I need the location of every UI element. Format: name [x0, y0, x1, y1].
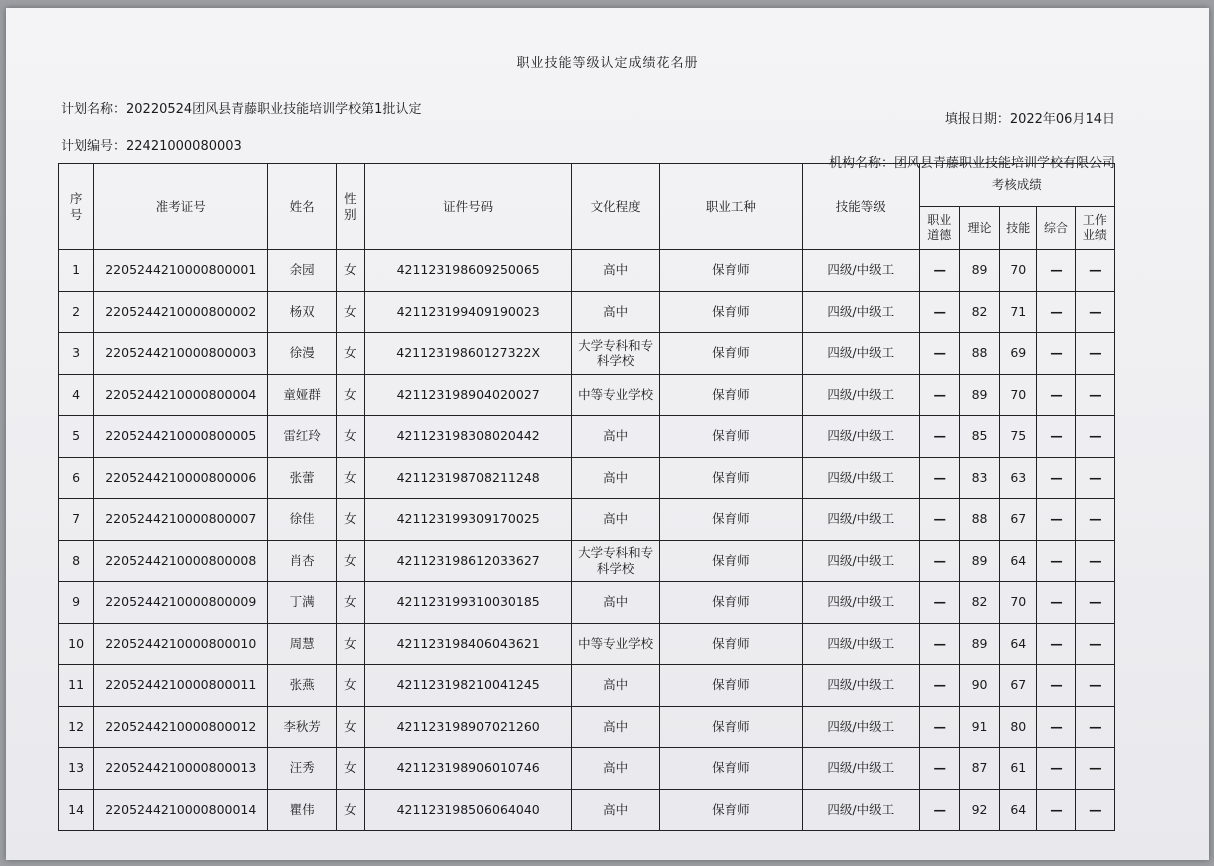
cell-occupation: 保育师 — [659, 250, 802, 292]
cell-overall: — — [1037, 457, 1075, 499]
cell-seq: 2 — [59, 291, 94, 333]
cell-seq: 10 — [59, 623, 94, 665]
cell-name: 李秋芳 — [268, 706, 336, 748]
cell-skill: 80 — [1000, 706, 1037, 748]
cell-theory: 88 — [959, 333, 999, 375]
cell-overall: — — [1037, 499, 1075, 541]
cell-theory: 89 — [959, 623, 999, 665]
cell-education: 大学专科和专科学校 — [572, 540, 660, 582]
cell-overall: — — [1037, 706, 1075, 748]
cell-ethics: — — [919, 499, 959, 541]
cell-overall: — — [1037, 250, 1075, 292]
cell-overall: — — [1037, 291, 1075, 333]
cell-theory: 87 — [959, 748, 999, 790]
cell-occupation: 保育师 — [659, 499, 802, 541]
cell-work: — — [1075, 457, 1114, 499]
cell-level: 四级/中级工 — [802, 499, 919, 541]
cell-level: 四级/中级工 — [802, 789, 919, 831]
table-row — [59, 499, 1115, 541]
cell-level: 四级/中级工 — [802, 748, 919, 790]
cell-seq: 6 — [59, 457, 94, 499]
cell-education: 高中 — [572, 416, 660, 458]
cell-exam-no: 2205244210000800007 — [94, 499, 268, 541]
cell-theory: 83 — [959, 457, 999, 499]
header-name: 姓名 — [268, 164, 336, 250]
header-overall: 综合 — [1037, 207, 1075, 250]
cell-ethics: — — [919, 250, 959, 292]
header-exam-no: 准考证号 — [94, 164, 268, 250]
document-title: 职业技能等级认定成绩花名册 — [516, 56, 699, 71]
cell-overall: — — [1037, 582, 1075, 624]
cell-exam-no: 2205244210000800010 — [94, 623, 268, 665]
cell-education: 高中 — [572, 706, 660, 748]
cell-skill: 70 — [1000, 582, 1037, 624]
cell-gender: 女 — [336, 499, 364, 541]
cell-name: 余园 — [268, 250, 336, 292]
cell-ethics: — — [919, 706, 959, 748]
cell-skill: 64 — [1000, 540, 1037, 582]
table-row — [59, 250, 1115, 292]
cell-work: — — [1075, 665, 1114, 707]
plan-name: 计划名称：20220524团风县青藤职业技能培训学校第1批认定 — [61, 102, 422, 117]
header-scores: 考核成绩 — [919, 164, 1114, 207]
cell-overall: — — [1037, 540, 1075, 582]
cell-education: 高中 — [572, 250, 660, 292]
table-row — [59, 416, 1115, 458]
cell-education: 高中 — [572, 748, 660, 790]
header-id-no: 证件号码 — [364, 164, 571, 250]
organization-name: 机构名称：团风县青藤职业技能培训学校有限公司 — [828, 156, 1115, 171]
cell-theory: 89 — [959, 250, 999, 292]
table-body — [59, 250, 1115, 831]
cell-work: — — [1075, 582, 1114, 624]
cell-work: — — [1075, 706, 1114, 748]
cell-ethics: — — [919, 623, 959, 665]
cell-overall: — — [1037, 416, 1075, 458]
table-row — [59, 457, 1115, 499]
cell-id-no: 421123198609250065 — [364, 250, 571, 292]
cell-skill: 69 — [1000, 333, 1037, 375]
cell-education: 中等专业学校 — [572, 623, 660, 665]
cell-level: 四级/中级工 — [802, 250, 919, 292]
cell-education: 高中 — [572, 789, 660, 831]
cell-level: 四级/中级工 — [802, 416, 919, 458]
cell-occupation: 保育师 — [659, 457, 802, 499]
cell-ethics: — — [919, 374, 959, 416]
cell-id-no: 421123198406043621 — [364, 623, 571, 665]
cell-name: 肖杏 — [268, 540, 336, 582]
cell-overall: — — [1037, 623, 1075, 665]
cell-ethics: — — [919, 748, 959, 790]
header-skill: 技能 — [1000, 207, 1037, 250]
cell-work: — — [1075, 540, 1114, 582]
cell-overall: — — [1037, 665, 1075, 707]
cell-overall: — — [1037, 789, 1075, 831]
cell-ethics: — — [919, 789, 959, 831]
cell-gender: 女 — [336, 748, 364, 790]
cell-ethics: — — [919, 416, 959, 458]
cell-name: 张蕾 — [268, 457, 336, 499]
cell-name: 徐佳 — [268, 499, 336, 541]
cell-exam-no: 2205244210000800012 — [94, 706, 268, 748]
table-row — [59, 582, 1115, 624]
cell-exam-no: 2205244210000800014 — [94, 789, 268, 831]
cell-theory: 92 — [959, 789, 999, 831]
cell-name: 杨双 — [268, 291, 336, 333]
header-work: 工作业绩 — [1075, 207, 1114, 250]
plan-number: 计划编号：22421000080003 — [61, 139, 242, 154]
cell-exam-no: 2205244210000800004 — [94, 374, 268, 416]
cell-education: 高中 — [572, 457, 660, 499]
cell-name: 童娅群 — [268, 374, 336, 416]
cell-ethics: — — [919, 582, 959, 624]
cell-exam-no: 2205244210000800009 — [94, 582, 268, 624]
cell-id-no: 421123198907021260 — [364, 706, 571, 748]
cell-occupation: 保育师 — [659, 582, 802, 624]
cell-theory: 82 — [959, 582, 999, 624]
cell-id-no: 421123198210041245 — [364, 665, 571, 707]
cell-overall: — — [1037, 374, 1075, 416]
cell-seq: 5 — [59, 416, 94, 458]
cell-gender: 女 — [336, 333, 364, 375]
cell-seq: 11 — [59, 665, 94, 707]
cell-occupation: 保育师 — [659, 706, 802, 748]
cell-seq: 9 — [59, 582, 94, 624]
cell-name: 雷红玲 — [268, 416, 336, 458]
cell-skill: 67 — [1000, 665, 1037, 707]
cell-seq: 7 — [59, 499, 94, 541]
cell-occupation: 保育师 — [659, 540, 802, 582]
cell-gender: 女 — [336, 540, 364, 582]
cell-seq: 1 — [59, 250, 94, 292]
table-row — [59, 706, 1115, 748]
cell-id-no: 421123198708211248 — [364, 457, 571, 499]
cell-name: 周慧 — [268, 623, 336, 665]
cell-overall: — — [1037, 333, 1075, 375]
cell-id-no: 421123198612033627 — [364, 540, 571, 582]
cell-theory: 88 — [959, 499, 999, 541]
cell-name: 徐漫 — [268, 333, 336, 375]
cell-level: 四级/中级工 — [802, 665, 919, 707]
cell-seq: 14 — [59, 789, 94, 831]
cell-gender: 女 — [336, 789, 364, 831]
cell-name: 丁满 — [268, 582, 336, 624]
cell-level: 四级/中级工 — [802, 333, 919, 375]
header-gender: 性别 — [336, 164, 364, 250]
cell-work: — — [1075, 416, 1114, 458]
cell-education: 高中 — [572, 291, 660, 333]
cell-education: 中等专业学校 — [572, 374, 660, 416]
cell-seq: 3 — [59, 333, 94, 375]
cell-exam-no: 2205244210000800005 — [94, 416, 268, 458]
cell-seq: 8 — [59, 540, 94, 582]
fill-date: 填报日期：2022年06月14日 — [944, 112, 1115, 127]
cell-theory: 89 — [959, 374, 999, 416]
header-education: 文化程度 — [572, 164, 660, 250]
header-theory: 理论 — [959, 207, 999, 250]
cell-gender: 女 — [336, 250, 364, 292]
cell-skill: 64 — [1000, 623, 1037, 665]
cell-education: 大学专科和专科学校 — [572, 333, 660, 375]
cell-exam-no: 2205244210000800013 — [94, 748, 268, 790]
cell-ethics: — — [919, 457, 959, 499]
cell-education: 高中 — [572, 665, 660, 707]
cell-theory: 90 — [959, 665, 999, 707]
cell-exam-no: 2205244210000800011 — [94, 665, 268, 707]
table-row — [59, 789, 1115, 831]
cell-level: 四级/中级工 — [802, 623, 919, 665]
cell-gender: 女 — [336, 706, 364, 748]
cell-ethics: — — [919, 665, 959, 707]
cell-ethics: — — [919, 540, 959, 582]
table-row — [59, 623, 1115, 665]
cell-exam-no: 2205244210000800006 — [94, 457, 268, 499]
cell-work: — — [1075, 499, 1114, 541]
cell-theory: 89 — [959, 540, 999, 582]
table-row — [59, 540, 1115, 582]
cell-education: 高中 — [572, 499, 660, 541]
table-row — [59, 374, 1115, 416]
table-row — [59, 748, 1115, 790]
cell-theory: 82 — [959, 291, 999, 333]
cell-name: 瞿伟 — [268, 789, 336, 831]
cell-seq: 12 — [59, 706, 94, 748]
cell-occupation: 保育师 — [659, 789, 802, 831]
cell-skill: 71 — [1000, 291, 1037, 333]
cell-level: 四级/中级工 — [802, 457, 919, 499]
header-seq: 序号 — [59, 164, 94, 250]
cell-gender: 女 — [336, 291, 364, 333]
header-level: 技能等级 — [802, 164, 919, 250]
cell-work: — — [1075, 374, 1114, 416]
cell-level: 四级/中级工 — [802, 706, 919, 748]
cell-work: — — [1075, 333, 1114, 375]
cell-gender: 女 — [336, 582, 364, 624]
cell-work: — — [1075, 789, 1114, 831]
cell-occupation: 保育师 — [659, 623, 802, 665]
cell-id-no: 421123199310030185 — [364, 582, 571, 624]
table-header-row — [59, 164, 1115, 207]
table-row — [59, 665, 1115, 707]
cell-gender: 女 — [336, 623, 364, 665]
table-row — [59, 291, 1115, 333]
cell-gender: 女 — [336, 457, 364, 499]
cell-occupation: 保育师 — [659, 374, 802, 416]
cell-skill: 61 — [1000, 748, 1037, 790]
cell-skill: 64 — [1000, 789, 1037, 831]
cell-seq: 13 — [59, 748, 94, 790]
cell-id-no: 421123199409190023 — [364, 291, 571, 333]
cell-id-no: 42112319860127322X — [364, 333, 571, 375]
cell-occupation: 保育师 — [659, 416, 802, 458]
cell-exam-no: 2205244210000800003 — [94, 333, 268, 375]
cell-ethics: — — [919, 291, 959, 333]
cell-work: — — [1075, 748, 1114, 790]
cell-id-no: 421123198904020027 — [364, 374, 571, 416]
cell-exam-no: 2205244210000800002 — [94, 291, 268, 333]
cell-skill: 67 — [1000, 499, 1037, 541]
cell-seq: 4 — [59, 374, 94, 416]
score-roster-table — [58, 163, 1115, 831]
header-occupation: 职业工种 — [659, 164, 802, 250]
cell-skill: 75 — [1000, 416, 1037, 458]
cell-work: — — [1075, 623, 1114, 665]
cell-occupation: 保育师 — [659, 333, 802, 375]
cell-gender: 女 — [336, 416, 364, 458]
cell-exam-no: 2205244210000800001 — [94, 250, 268, 292]
header-ethics: 职业道德 — [919, 207, 959, 250]
cell-skill: 70 — [1000, 250, 1037, 292]
cell-name: 汪秀 — [268, 748, 336, 790]
cell-skill: 63 — [1000, 457, 1037, 499]
cell-work: — — [1075, 250, 1114, 292]
cell-overall: — — [1037, 748, 1075, 790]
cell-level: 四级/中级工 — [802, 582, 919, 624]
table-row — [59, 333, 1115, 375]
cell-level: 四级/中级工 — [802, 291, 919, 333]
cell-id-no: 421123198906010746 — [364, 748, 571, 790]
cell-level: 四级/中级工 — [802, 540, 919, 582]
cell-level: 四级/中级工 — [802, 374, 919, 416]
cell-education: 高中 — [572, 582, 660, 624]
cell-name: 张燕 — [268, 665, 336, 707]
cell-ethics: — — [919, 333, 959, 375]
cell-occupation: 保育师 — [659, 748, 802, 790]
cell-skill: 70 — [1000, 374, 1037, 416]
cell-theory: 85 — [959, 416, 999, 458]
cell-id-no: 421123198506064040 — [364, 789, 571, 831]
cell-work: — — [1075, 291, 1114, 333]
cell-occupation: 保育师 — [659, 291, 802, 333]
cell-occupation: 保育师 — [659, 665, 802, 707]
cell-id-no: 421123199309170025 — [364, 499, 571, 541]
cell-theory: 91 — [959, 706, 999, 748]
cell-gender: 女 — [336, 374, 364, 416]
cell-gender: 女 — [336, 665, 364, 707]
cell-id-no: 421123198308020442 — [364, 416, 571, 458]
cell-exam-no: 2205244210000800008 — [94, 540, 268, 582]
